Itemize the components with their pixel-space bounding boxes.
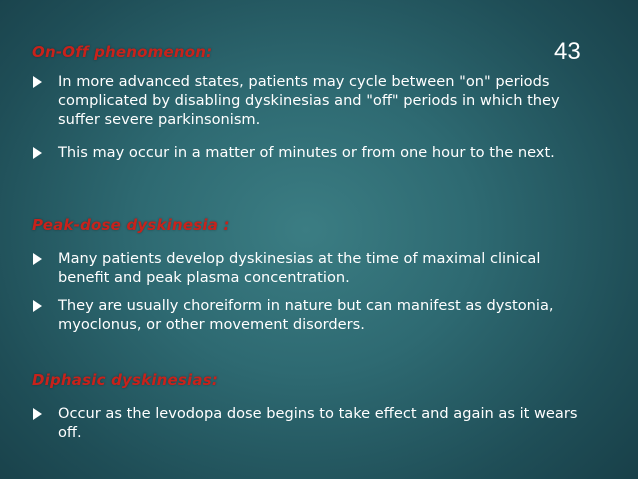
section-heading-diphasic: Diphasic dyskinesias:	[32, 371, 219, 389]
page-number: 43	[554, 38, 581, 65]
bullet-item	[33, 296, 593, 334]
arrow-bullet-icon	[33, 408, 42, 420]
bullet-item	[33, 143, 593, 162]
bullet-item	[33, 249, 593, 287]
arrow-bullet-icon	[33, 76, 42, 88]
bullet-text: This may occur in a matter of minutes or from one hour to the next.	[58, 144, 555, 161]
arrow-bullet-icon	[33, 300, 42, 312]
section-heading-peak-dose: Peak-dose dyskinesia :	[32, 216, 230, 234]
bullet-item	[33, 72, 593, 129]
arrow-bullet-icon	[33, 147, 42, 159]
bullet-text: They are usually choreiform in nature but can manifest as dystonia, myoclonus, or other movement disorders.	[58, 297, 554, 333]
bullet-text: Many patients develop dyskinesias at the time of maximal clinical benefit and peak plasma concentration.	[58, 250, 541, 286]
bullet-text: In more advanced states, patients may cycle between "on" periods complicated by disabling dyskinesias and "off" periods in which they suffer severe parkinsonism.	[58, 73, 560, 128]
section-heading-on-off: On-Off phenomenon:	[32, 43, 213, 61]
bullet-item	[33, 404, 593, 442]
arrow-bullet-icon	[33, 253, 42, 265]
bullet-text: Occur as the levodopa dose begins to take effect and again as it wears off.	[58, 405, 578, 441]
